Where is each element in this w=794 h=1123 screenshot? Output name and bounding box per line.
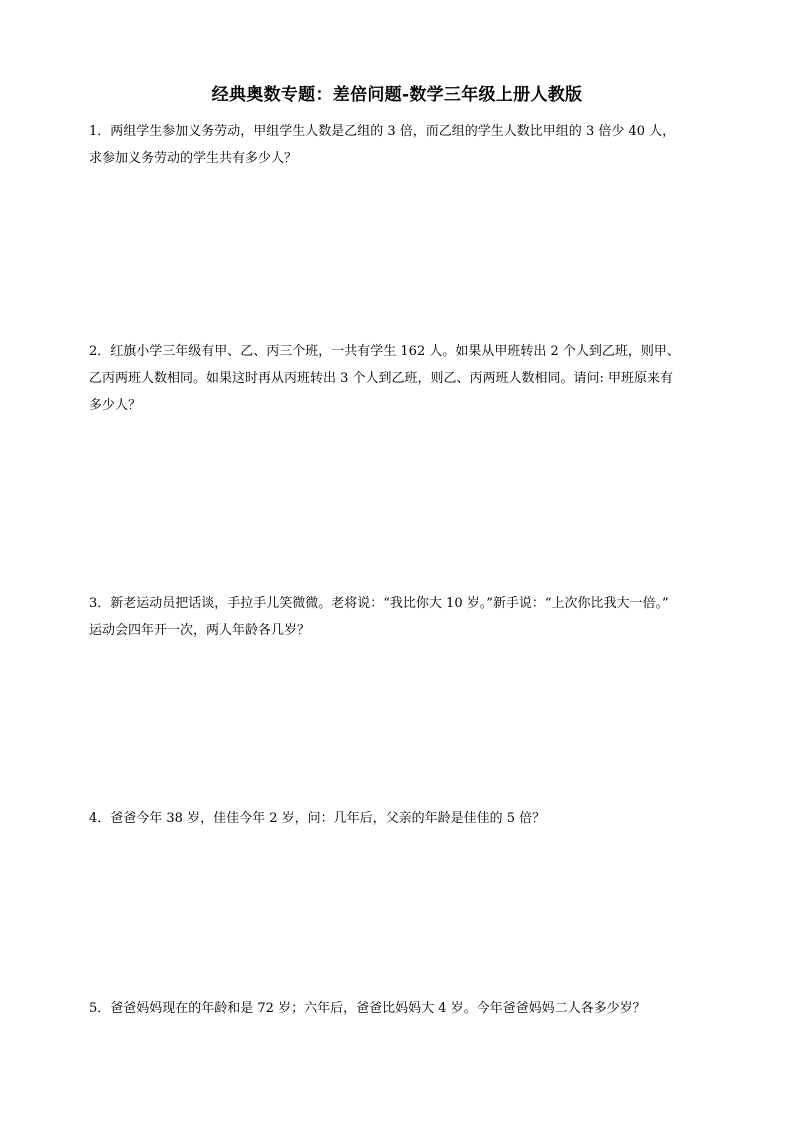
question-3-line-2: 运动会四年开一次，两人年龄各几岁？	[89, 623, 311, 638]
question-5-line-1: 5．爸爸妈妈现在的年龄和是 72 岁；六年后，爸爸比妈妈大 4 岁。今年爸爸妈妈二人各多少岁？	[89, 1001, 646, 1016]
question-2	[89, 338, 709, 419]
question-3	[89, 590, 709, 644]
question-4-line-1: 4．爸爸今年 38 岁，佳佳今年 2 岁，问：几年后，父亲的年龄是佳佳的 5 倍？	[89, 811, 546, 826]
question-3-line-1: 3．新老运动员把话谈，手拉手儿笑微微。老将说：“我比你大 10 岁。”新手说：“上次你比我大一倍。”	[89, 596, 669, 611]
question-5	[89, 995, 709, 1022]
page-title: 经典奥数专题：差倍问题-数学三年级上册人教版	[211, 85, 583, 105]
question-2-line-3: 多少人？	[89, 398, 142, 413]
question-4	[89, 805, 709, 832]
question-1-line-1: 1．两组学生参加义务劳动，甲组学生人数是乙组的 3 倍，而乙组的学生人数比甲组的 3 倍少 40 人，	[89, 124, 676, 139]
question-2-line-1: 2．红旗小学三年级有甲、乙、丙三个班，一共有学生 162 人。如果从甲班转出 2 个人到乙班，则甲、	[89, 344, 680, 359]
question-1-line-2: 求参加义务劳动的学生共有多少人？	[89, 151, 298, 166]
question-1	[89, 118, 709, 172]
question-2-line-2: 乙丙两班人数相同。如果这时再从丙班转出 3 个人到乙班，则乙、丙两班人数相同。请问: 甲班原来有	[89, 371, 674, 386]
